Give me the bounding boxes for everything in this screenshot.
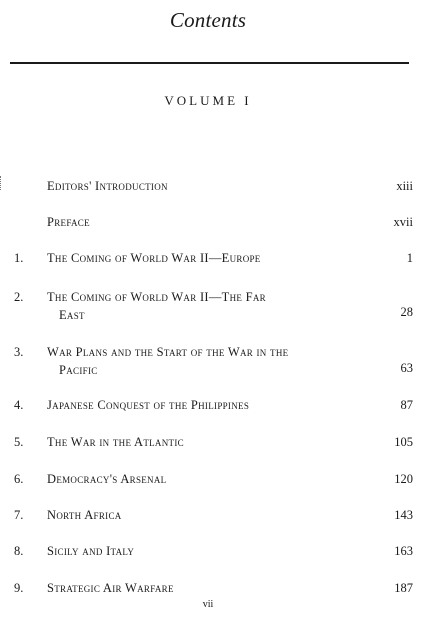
entry-page: xiii (396, 179, 413, 193)
entry-page: 87 (400, 398, 413, 412)
entry-number: 1. (14, 251, 24, 265)
entry-title: Preface (47, 215, 90, 229)
entry-page: 143 (394, 508, 413, 522)
title-rule (10, 62, 409, 64)
entry-title-continuation: East (59, 308, 85, 322)
entry-title: War Plans and the Start of the War in the Pacific (47, 343, 377, 379)
entry-page: 187 (394, 581, 413, 595)
entry-title: Sicily and Italy (47, 544, 135, 558)
entry-title: The Coming of World War II—Europe (47, 251, 261, 265)
entry-title: Democracy's Arsenal (47, 472, 167, 486)
entry-page: 163 (394, 544, 413, 558)
entry-number: 7. (14, 508, 24, 522)
entry-page: 28 (400, 305, 413, 319)
page-folio: vii (202, 599, 214, 610)
entry-page: xvii (393, 215, 413, 229)
entry-title: The War in the Atlantic (47, 435, 184, 449)
entry-title: North Africa (47, 508, 122, 522)
entry-title-continuation: Pacific (59, 363, 98, 377)
entry-number: 3. (14, 345, 24, 359)
entry-page: 63 (400, 361, 413, 375)
page-title: Contents (169, 8, 247, 32)
entry-number: 2. (14, 290, 24, 304)
entry-title: The Coming of World War II—The Far East (47, 288, 377, 324)
entry-number: 6. (14, 472, 24, 486)
entry-title: Editors' Introduction (47, 179, 168, 193)
entry-page: 120 (394, 472, 413, 486)
volume-heading: VOLUME I (164, 93, 252, 108)
entry-number: 8. (14, 544, 24, 558)
entry-page: 105 (394, 435, 413, 449)
entry-number: 5. (14, 435, 24, 449)
entry-title: Strategic Air Warfare (47, 581, 174, 595)
margin-mark (0, 176, 3, 190)
entry-page: 1 (406, 251, 413, 265)
entry-number: 9. (14, 581, 24, 595)
entry-number: 4. (14, 398, 24, 412)
entry-title: Japanese Conquest of the Philippines (47, 398, 250, 412)
